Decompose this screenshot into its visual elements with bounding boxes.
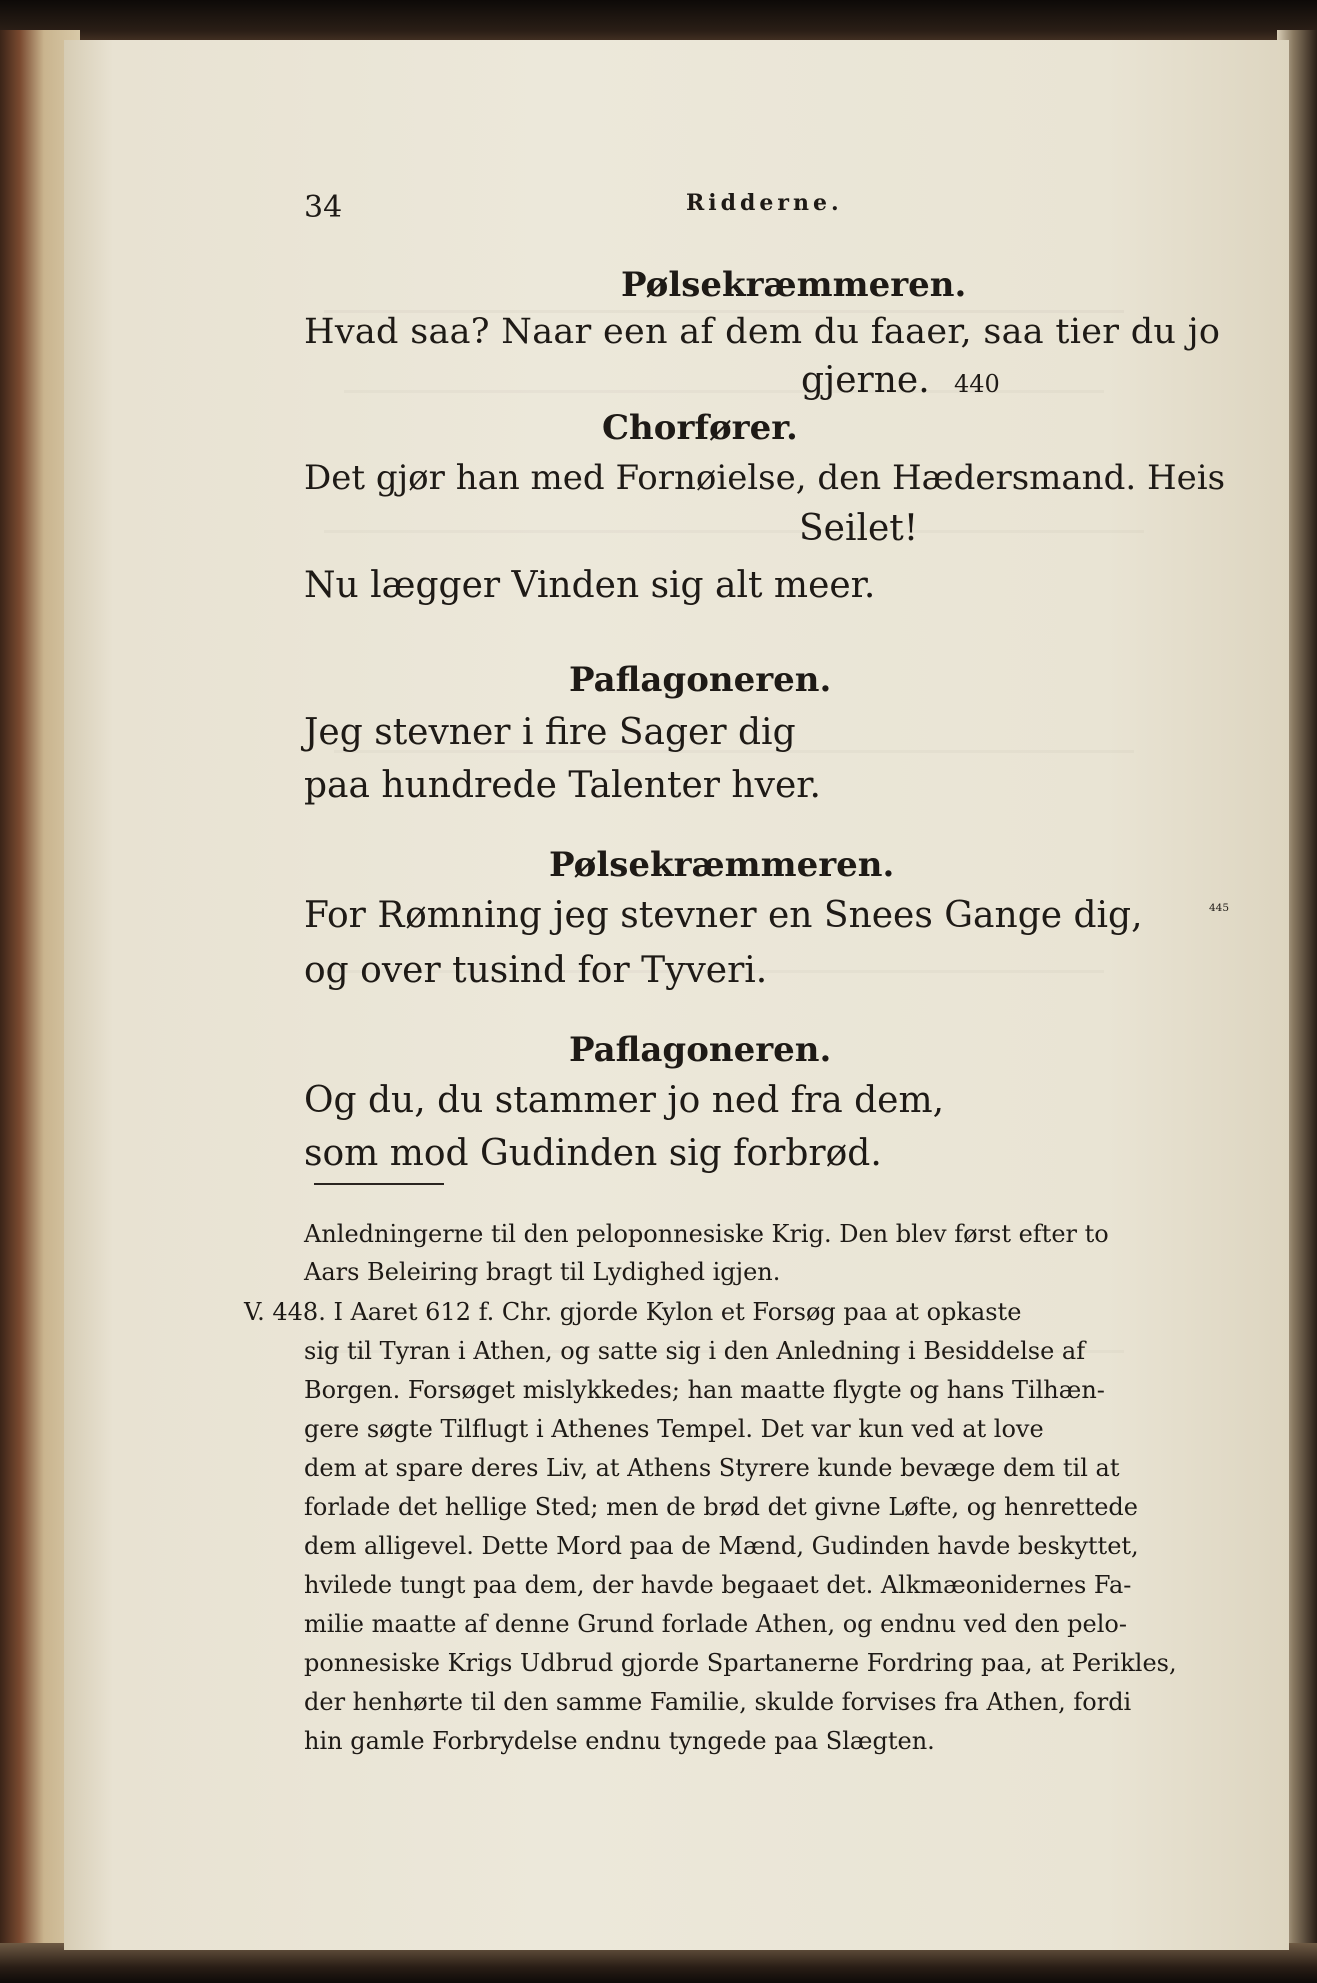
verse-line: som mod Gudinden sig forbrød. [304, 1133, 882, 1174]
footnote-line: gere søgte Tilflugt i Athenes Tempel. Det var kun ved at love [304, 1415, 1044, 1443]
verse-line: paa hundrede Talenter hver. [304, 765, 821, 806]
footnote-line: der henhørte til den samme Familie, skulde forvises fra Athen, fordi [304, 1688, 1132, 1716]
verse-line: For Rømning jeg stevner en Snees Gange dig, [304, 895, 1143, 936]
verse-line: gjerne. [801, 360, 930, 401]
footnote-line: hvilede tungt paa dem, der havde begaaet det. Alkmæonidernes Fa- [304, 1571, 1132, 1599]
footnote-line: Borgen. Forsøget mislykkedes; han maatte flygte og hans Tilhæn- [304, 1376, 1105, 1404]
footnote-line: V. 448. I Aaret 612 f. Chr. gjorde Kylon et Forsøg paa at opkaste [244, 1298, 1022, 1326]
footnote-divider [314, 1183, 444, 1185]
footnote-line: sig til Tyran i Athen, og satte sig i den Anledning i Besiddelse af [304, 1337, 1086, 1365]
footnote-line: milie maatte af denne Grund forlade Athen, og endnu ved den pelo- [304, 1610, 1127, 1638]
page-paper [64, 40, 1289, 1950]
footnote-line: forlade det hellige Sted; men de brød det givne Løfte, og henrettede [304, 1493, 1138, 1521]
line-number: 440 [954, 370, 1000, 398]
verse-line: og over tusind for Tyveri. [304, 950, 768, 991]
speaker-heading: Paflagoneren. [569, 660, 832, 700]
speaker-heading: Paflagoneren. [569, 1030, 832, 1070]
speaker-heading: Pølsekræmmeren. [621, 265, 967, 305]
verse-line: Hvad saa? Naar een af dem du faaer, saa tier du jo [304, 312, 1221, 352]
verse-line: Det gjør han med Fornøielse, den Hædersmand. Heis [304, 458, 1226, 498]
book-top-edge [0, 0, 1317, 44]
footnote-line: hin gamle Forbrydelse endnu tyngede paa Slægten. [304, 1727, 935, 1755]
verse-line: Og du, du stammer jo ned fra dem, [304, 1080, 945, 1121]
footnote-line: Aars Beleiring bragt til Lydighed igjen. [304, 1258, 781, 1286]
running-title: Ridderne. [686, 190, 843, 216]
verse-line: Jeg stevner i fire Sager dig [304, 712, 796, 753]
line-number: 445 [1209, 902, 1230, 914]
speaker-heading: Chorfører. [602, 408, 798, 448]
page-number: 34 [304, 190, 343, 225]
footnote-line: ponnesiske Krigs Udbrud gjorde Spartanerne Fordring paa, at Perikles, [304, 1649, 1177, 1677]
footnote-line: Anledningerne til den peloponnesiske Krig. Den blev først efter to [304, 1220, 1109, 1248]
speaker-heading: Pølsekræmmeren. [549, 845, 895, 885]
footnote-line: dem alligevel. Dette Mord paa de Mænd, Gudinden havde beskyttet, [304, 1532, 1139, 1560]
verse-line: Seilet! [799, 508, 919, 549]
verse-line: Nu lægger Vinden sig alt meer. [304, 565, 876, 606]
footnote-line: dem at spare deres Liv, at Athens Styrere kunde bevæge dem til at [304, 1454, 1120, 1482]
